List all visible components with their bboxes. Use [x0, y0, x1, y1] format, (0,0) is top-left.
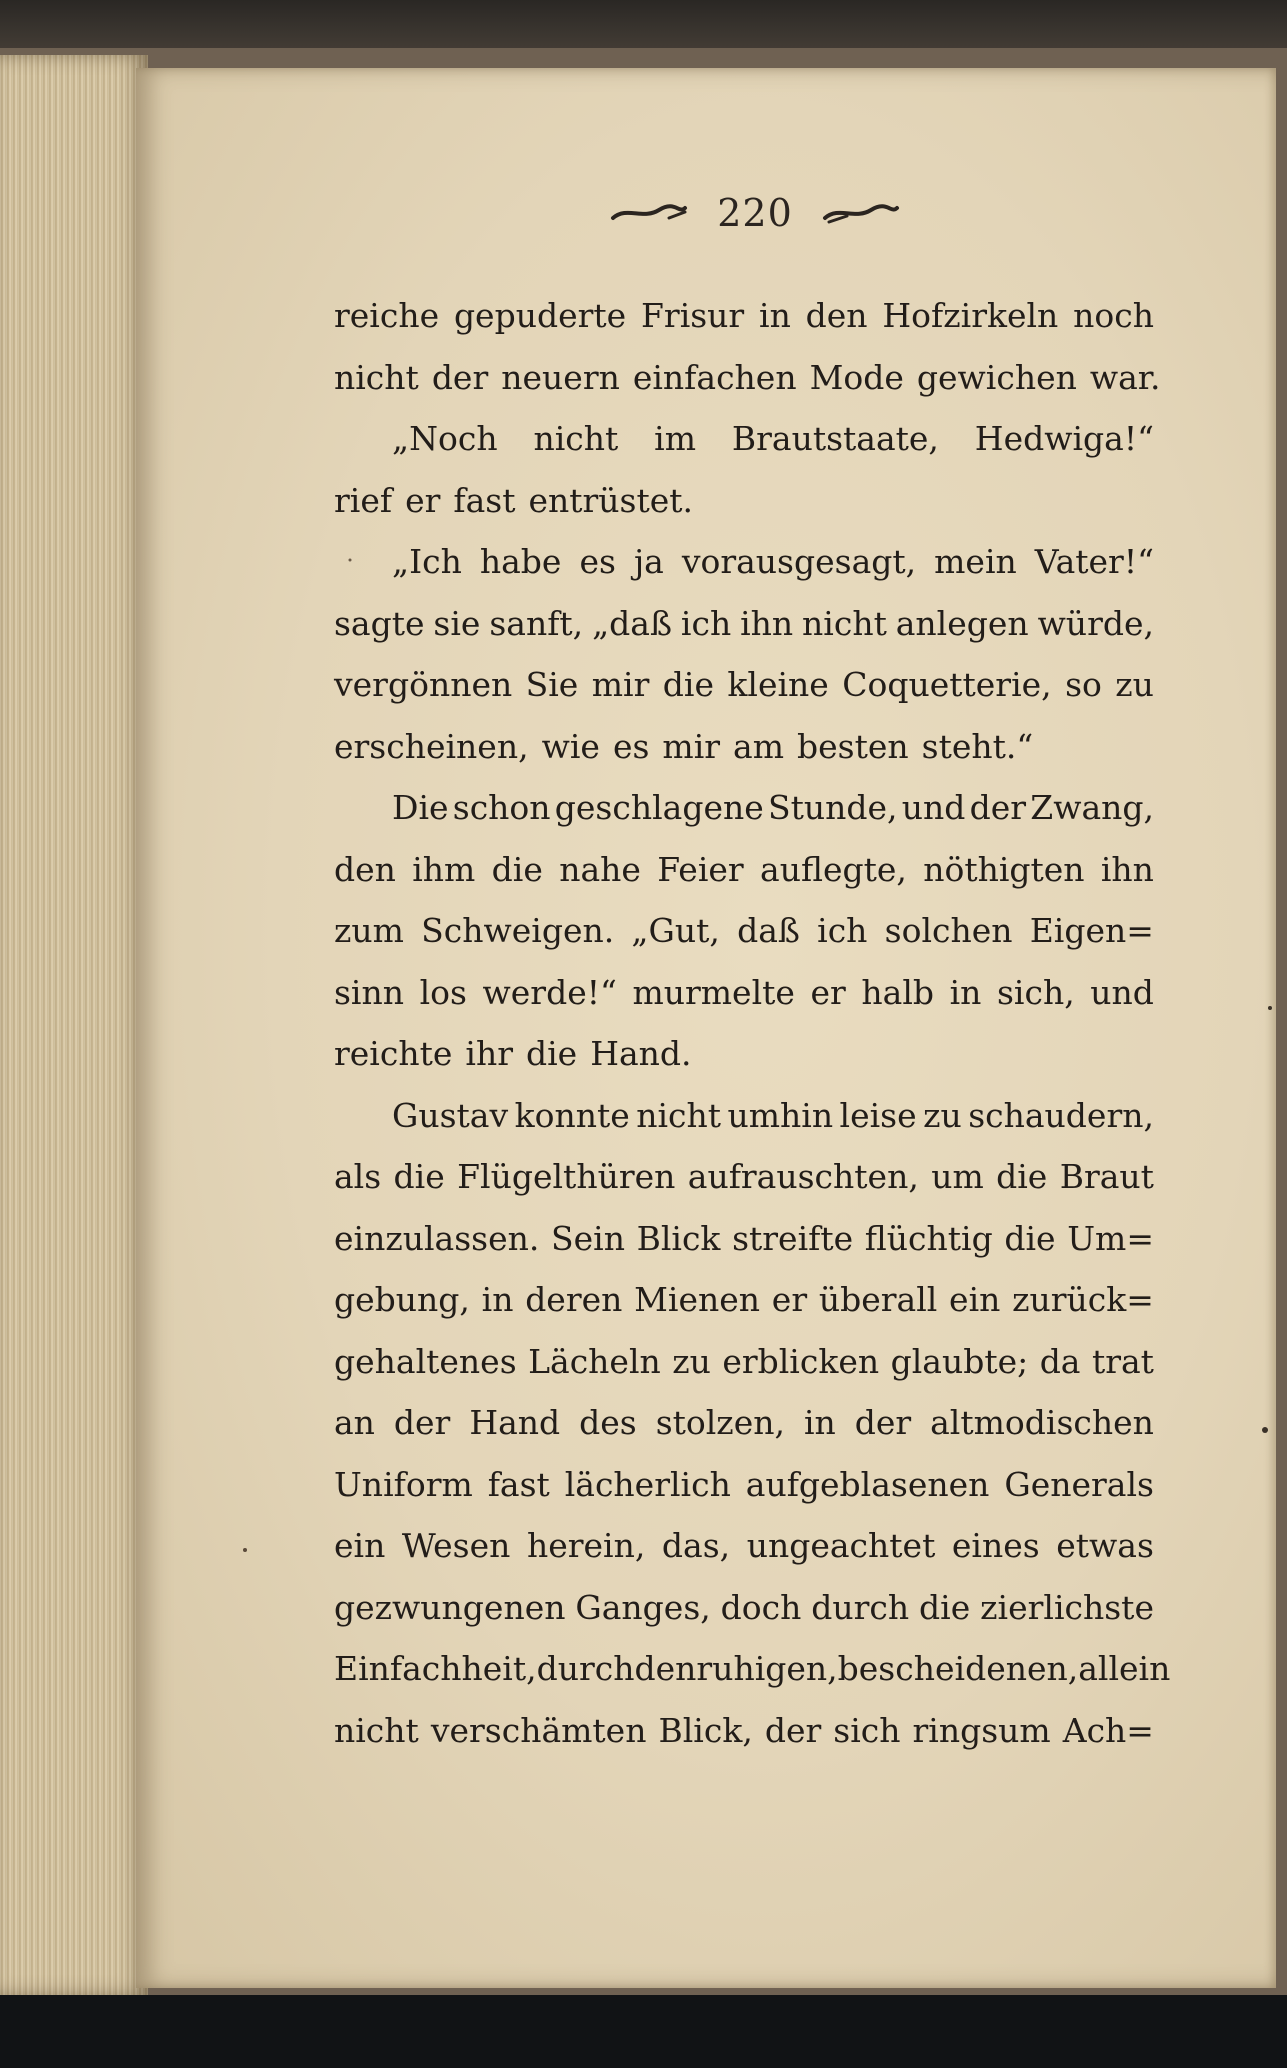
word: neuern [501, 357, 620, 397]
word: umhin [727, 1095, 834, 1135]
word: einfachen [632, 357, 797, 397]
body-text [334, 285, 1171, 1761]
word: würde, [1037, 603, 1154, 643]
word: sinn [334, 972, 404, 1012]
word: steht.“ [921, 726, 1034, 766]
word: verschämten [430, 1710, 647, 1750]
word: der [764, 1710, 822, 1750]
word: sanft, [489, 603, 584, 643]
word: nahe [559, 849, 641, 889]
word: sagte [334, 603, 425, 643]
word: reiche [334, 296, 440, 335]
word: mir [591, 665, 650, 704]
word: entrüstet. [528, 480, 694, 520]
word: herein, [526, 1526, 646, 1565]
word: nicht [636, 1095, 722, 1135]
word: konnte [514, 1095, 630, 1135]
word: erblicken [722, 1341, 880, 1381]
word: Blick [636, 1218, 721, 1258]
word: den [805, 296, 868, 335]
word: trat [1091, 1341, 1154, 1381]
word: eines [951, 1526, 1040, 1565]
word: Einfachheit, [334, 1649, 537, 1688]
word: Flügelthüren [457, 1157, 676, 1196]
word: die [491, 849, 543, 889]
word: werde!“ [482, 972, 617, 1012]
word: in [759, 296, 791, 335]
word: ein [949, 1280, 1001, 1319]
word: des [579, 1403, 637, 1442]
word: die [1004, 1218, 1056, 1258]
word: mir [662, 726, 721, 766]
word: er [405, 480, 441, 520]
text-line [334, 1085, 1154, 1147]
text-line [334, 654, 1154, 716]
word: fast [487, 1464, 550, 1504]
text-line [334, 1392, 1154, 1454]
word: vergönnen [334, 665, 513, 704]
word: ich [817, 911, 868, 950]
word: Blick, [658, 1710, 753, 1750]
word: Hand [469, 1403, 561, 1442]
word: ein [334, 1526, 386, 1565]
left-ornament-icon [609, 198, 689, 228]
word: Zwang, [1030, 788, 1154, 827]
word: den [334, 849, 396, 889]
word: zierlichste [980, 1587, 1154, 1627]
word: zu [1115, 665, 1154, 704]
word: doch [720, 1587, 802, 1627]
word: Schweigen. [421, 911, 615, 950]
word: Frisur [641, 296, 745, 335]
word: der [431, 357, 489, 397]
book-bottom-edge [0, 1995, 1287, 2068]
word: gezwungenen [334, 1587, 566, 1627]
word: Ganges, [575, 1587, 711, 1627]
text-line [334, 531, 1154, 593]
word: durch [536, 1649, 635, 1688]
word: rief [334, 480, 393, 520]
word: leise [839, 1095, 917, 1135]
word: Die [392, 788, 449, 827]
word: die [393, 1157, 445, 1196]
word: Feier [657, 849, 744, 889]
word: die [525, 1034, 578, 1073]
word: Braut [1059, 1157, 1154, 1196]
word: Sie [525, 665, 579, 704]
word: Mienen [634, 1280, 761, 1319]
text-line [334, 1700, 1154, 1762]
word: sie [433, 603, 481, 643]
word: das, [661, 1526, 731, 1565]
word: Gustav [392, 1095, 509, 1135]
text-line [334, 1454, 1154, 1516]
word: und [901, 788, 966, 827]
word: an [334, 1403, 375, 1442]
word: im [654, 419, 696, 458]
word: gepuderte [453, 296, 627, 335]
word: „Noch [392, 419, 498, 458]
word: Lächeln [528, 1341, 661, 1381]
page-header [605, 183, 905, 243]
word: sich [833, 1710, 901, 1750]
text-line [334, 470, 1154, 532]
word: reichte [334, 1034, 453, 1073]
word: er [771, 1280, 808, 1319]
text-line [334, 1577, 1154, 1639]
word: schaudern, [968, 1095, 1154, 1135]
word: ihm [412, 849, 476, 889]
right-ornament-icon [821, 198, 901, 228]
word: fast [453, 480, 516, 520]
text-line [334, 1331, 1154, 1393]
word: anlegen [895, 603, 1029, 643]
word: durch [811, 1587, 910, 1627]
text-line [334, 1269, 1154, 1331]
word: so [1065, 665, 1102, 704]
word: gewichen [916, 357, 1077, 397]
word: Coquetterie, [842, 665, 1052, 704]
word: flüchtig [864, 1218, 993, 1258]
word: ja [633, 542, 664, 581]
word: in [481, 1280, 514, 1319]
word: los [419, 972, 467, 1012]
text-line [334, 839, 1154, 901]
word: er [810, 972, 846, 1012]
word: noch [1073, 296, 1154, 335]
word: einzulassen. [334, 1218, 540, 1258]
word: gebung, [334, 1280, 470, 1319]
word: als [334, 1157, 382, 1196]
text-line [334, 962, 1154, 1024]
word: am [733, 726, 784, 766]
word: nöthigten [923, 849, 1085, 889]
word: schon [452, 788, 551, 827]
word: Brautstaate, [731, 419, 939, 458]
word: geschlagene [554, 788, 764, 827]
word: aufrauschten, [687, 1157, 919, 1196]
word: die [996, 1157, 1048, 1196]
word: den [634, 1649, 697, 1688]
word: daß [737, 911, 800, 950]
word: etwas [1056, 1526, 1154, 1565]
word: nicht [334, 1710, 419, 1750]
word: der [854, 1403, 912, 1442]
word: ihn [740, 603, 794, 643]
word: aufgeblasenen [745, 1464, 990, 1504]
word: Hedwiga!“ [974, 419, 1154, 458]
word: zu [672, 1341, 711, 1381]
word: gehaltenes [334, 1341, 517, 1381]
word: Hofzirkeln [882, 296, 1059, 335]
word: besten [797, 726, 909, 766]
word: mein [934, 542, 1017, 581]
word: Ach= [1062, 1710, 1154, 1750]
text-line [334, 408, 1154, 470]
word: deren [525, 1280, 623, 1319]
word: ringsum [912, 1710, 1051, 1750]
text-line [334, 593, 1154, 655]
word: zurück= [1012, 1280, 1154, 1319]
word: um [931, 1157, 984, 1196]
word: Wesen [401, 1526, 511, 1565]
word: kleine [727, 665, 829, 704]
word: glaubte; [890, 1341, 1029, 1381]
word: „daß [592, 603, 673, 643]
text-line [334, 716, 1154, 778]
text-line [334, 285, 1154, 347]
word: allein [1078, 1649, 1171, 1688]
word: Mode [809, 357, 904, 397]
word: nicht [802, 603, 887, 643]
word: nicht [334, 357, 419, 397]
word: der [393, 1403, 451, 1442]
word: Hand. [590, 1034, 692, 1073]
word: Uniform [334, 1464, 473, 1504]
word: Vater!“ [1034, 542, 1154, 581]
word: Um= [1067, 1218, 1154, 1258]
word: es [612, 726, 650, 766]
word: „Ich [392, 542, 462, 581]
word: ich [680, 603, 732, 643]
word: bescheidenen, [837, 1649, 1079, 1688]
word: ruhigen, [696, 1649, 838, 1688]
word: ihr [465, 1034, 513, 1073]
word: vorausgesagt, [681, 542, 917, 581]
word: in [949, 972, 982, 1012]
word: Eigen= [1029, 911, 1154, 950]
word: war. [1089, 357, 1161, 397]
word: Sein [551, 1218, 625, 1258]
text-line [334, 777, 1154, 839]
word: altmodischen [930, 1403, 1154, 1442]
word: und [1090, 972, 1154, 1012]
word: streifte [732, 1218, 854, 1258]
word: Stunde, [768, 788, 898, 827]
word: murmelte [632, 972, 795, 1012]
word: es [579, 542, 616, 581]
word: nicht [533, 419, 619, 458]
word: Generals [1004, 1464, 1154, 1504]
word: in [803, 1403, 836, 1442]
word: zu [923, 1095, 962, 1135]
text-line [334, 1515, 1154, 1577]
word: überall [818, 1280, 938, 1319]
word: ihn [1100, 849, 1154, 889]
word: auflegte, [760, 849, 907, 889]
word: stolzen, [655, 1403, 785, 1442]
page-number: 220 [717, 191, 793, 235]
word: lächerlich [564, 1464, 731, 1504]
word: der [969, 788, 1027, 827]
word: erscheinen, [334, 726, 529, 766]
word: da [1039, 1341, 1081, 1381]
word: die [662, 665, 714, 704]
word: wie [541, 726, 600, 766]
text-line [334, 900, 1154, 962]
word: halb [861, 972, 935, 1012]
word: „Gut, [631, 911, 720, 950]
word: solchen [884, 911, 1013, 950]
page-stack-edge [0, 55, 148, 1995]
text-line [334, 1023, 1154, 1085]
text-line [334, 1146, 1154, 1208]
word: ungeachtet [746, 1526, 936, 1565]
word: zum [334, 911, 404, 950]
word: die [919, 1587, 971, 1627]
text-line [334, 347, 1161, 409]
text-line [334, 1208, 1154, 1270]
text-line [334, 1638, 1171, 1700]
word: habe [479, 542, 562, 581]
word: sich, [996, 972, 1075, 1012]
